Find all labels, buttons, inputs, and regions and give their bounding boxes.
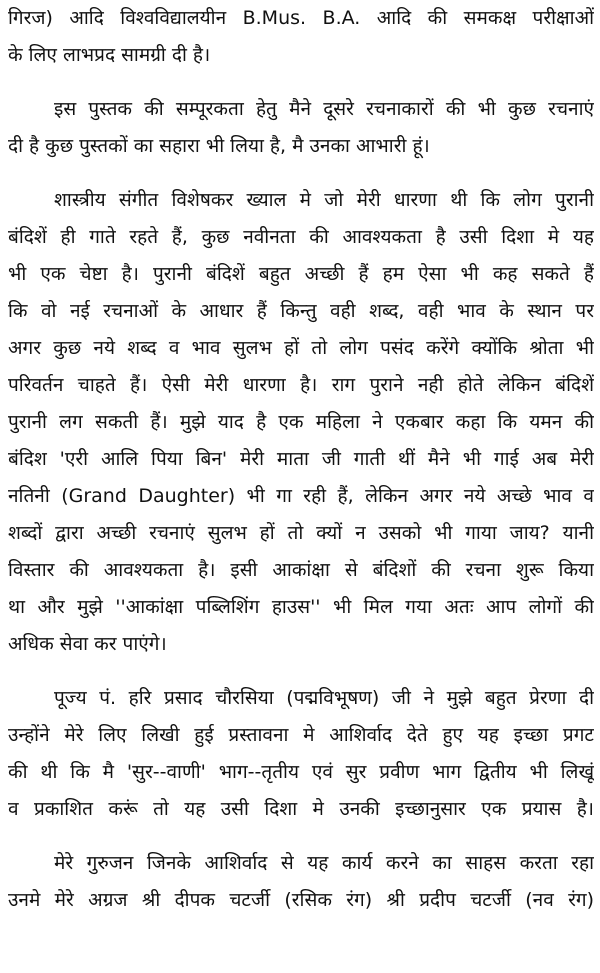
text-line: था और मुझे ''आकांक्षा पब्लिशिंग हाउस'' भी मिल गया अतः आप लोगों की <box>8 596 594 618</box>
text-line: बंदिशें ही गाते रहते हैं, कुछ नवीनता की आवश्यकता है उसी दिशा मे यह <box>8 226 594 248</box>
paragraph-3 <box>8 182 594 663</box>
paragraph-5 <box>8 845 594 919</box>
text-line: बंदिश 'एरी आलि पिया बिन' मेरी माता जी गाती थीं मैने भी गाई अब मेरी <box>8 448 594 470</box>
text-line: नतिनी (Grand Daughter) भी गा रही हैं, लेकिन अगर नये अच्छे भाव व <box>8 485 594 507</box>
text-line: भी एक चेष्टा है। पुरानी बंदिशें बहुत अच्छी हैं हम ऐसा भी कह सकते हैं <box>8 263 594 285</box>
text-line: मेरे गुरुजन जिनके आशिर्वाद से यह कार्य करने का साहस करता रहा <box>54 852 594 874</box>
text-line: पुरानी लग सकती हैं। मुझे याद है एक महिला ने एकबार कहा कि यमन की <box>8 411 594 433</box>
text-line: इस पुस्तक की सम्पूरकता हेतु मैने दूसरे रचनाकारों की भी कुछ रचनाएं <box>54 98 594 120</box>
text-line: दी है कुछ पुस्तकों का सहारा भी लिया है, मै उनका आभारी हूं। <box>8 135 430 157</box>
text-line: अगर कुछ नये शब्द व भाव सुलभ हों तो लोग पसंद करेंगे क्योंकि श्रोता भी <box>8 337 594 359</box>
paragraph-1 <box>8 0 594 74</box>
text-line: कि वो नई रचनाओं के आधार हैं किन्तु वही शब्द, वही भाव के स्थान पर <box>8 300 594 322</box>
paragraph-4 <box>8 680 594 828</box>
text-line: विस्तार की आवश्यकता है। इसी आकांक्षा से बंदिशों की रचना शुरू किया <box>8 559 594 581</box>
text-line: पूज्य पं. हरि प्रसाद चौरसिया (पद्मविभूषण) जी ने मुझे बहुत प्रेरणा दी <box>54 687 594 709</box>
text-line: गिरज) आदि विश्वविद्यालयीन B.Mus. B.A. आदि की समकक्ष परीक्षाओं <box>8 7 594 29</box>
text-line: उनमे मेरे अग्रज श्री दीपक चटर्जी (रसिक रंग) श्री प्रदीप चटर्जी (नव रंग) <box>8 889 594 911</box>
text-line: के लिए लाभप्रद सामग्री दी है। <box>8 44 211 66</box>
text-line: परिवर्तन चाहते हैं। ऐसी मेरी धारणा है। राग पुराने नही होते लेकिन बंदिशें <box>8 374 594 396</box>
document-page <box>8 0 594 936</box>
text-line: अधिक सेवा कर पाएंगे। <box>8 633 167 655</box>
text-line: शास्त्रीय संगीत विशेषकर ख्याल मे जो मेरी धारणा थी कि लोग पुरानी <box>54 189 594 211</box>
paragraph-2 <box>8 91 594 165</box>
text-line: उन्होंने मेरे लिए लिखी हुई प्रस्तावना मे आशिर्वाद देते हुए यह इच्छा प्रगट <box>8 724 594 746</box>
text-line: व प्रकाशित करूं तो यह उसी दिशा मे उनकी इच्छानुसार एक प्रयास है। <box>8 798 594 820</box>
text-line: शब्दों द्वारा अच्छी रचनाएं सुलभ हों तो क्यों न उसको भी गाया जाय? यानी <box>8 522 594 544</box>
text-line: की थी कि मै 'सुर--वाणी' भाग--तृतीय एवं सुर प्रवीण भाग द्वितीय भी लिखूं <box>8 761 594 783</box>
